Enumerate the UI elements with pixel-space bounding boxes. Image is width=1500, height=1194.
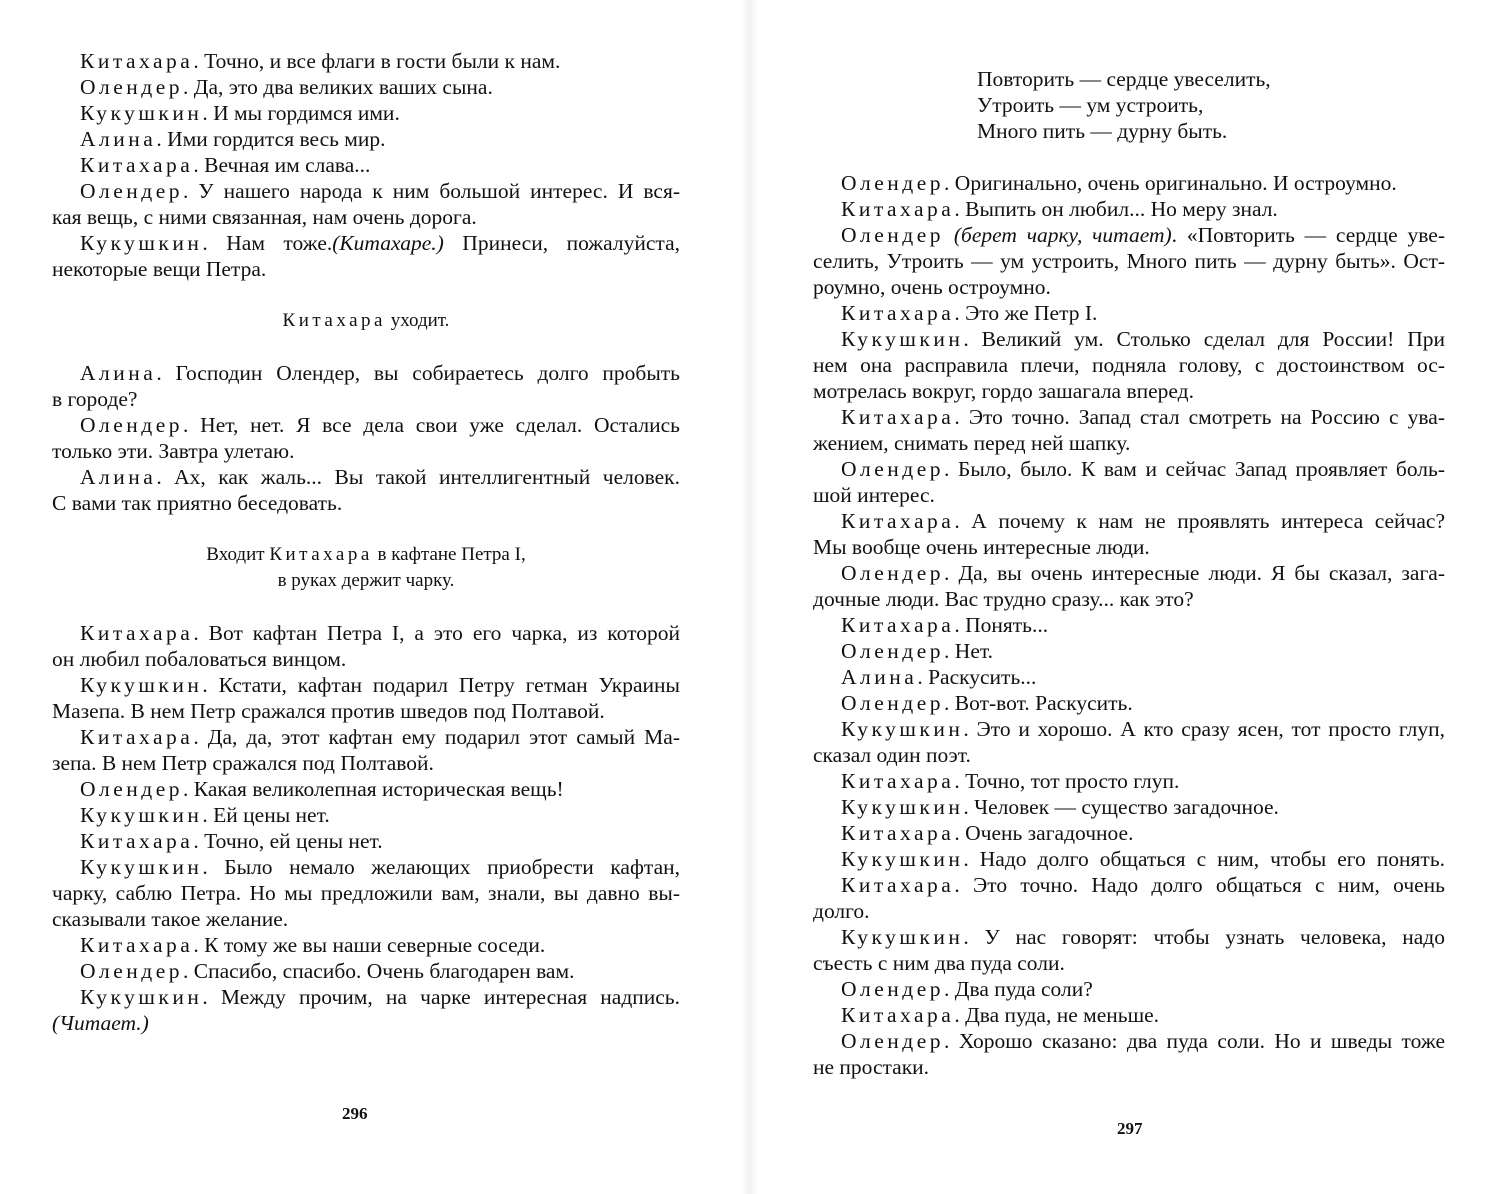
speaker-name: Китахара xyxy=(841,405,955,429)
remark-text: (Читает.) xyxy=(52,1011,149,1035)
continuation-text: сказал один поэт. xyxy=(813,743,971,767)
speech-text: . Ей цены нет. xyxy=(202,803,330,827)
stage-direction xyxy=(52,308,680,334)
speech-text: . Точно, ей цены нет. xyxy=(193,829,383,853)
speech-text: . Было немало желающих приобрести кафтан, xyxy=(202,855,680,879)
spacer xyxy=(52,594,680,620)
speaker-name: Кукушкин xyxy=(80,803,203,827)
dialogue-line xyxy=(52,74,680,100)
dialogue-line xyxy=(813,1028,1445,1054)
stage-direction xyxy=(52,542,680,568)
speaker-name: Кукушкин xyxy=(841,795,964,819)
stage-direction: в руках держит чарку. xyxy=(277,570,455,591)
speech-text: Принеси, пожалуйста, xyxy=(443,231,680,255)
speech-text: . Да, это два великих ваших сына. xyxy=(183,75,493,99)
speech-text: . Хорошо сказано: два пуда соли. Но и шведы тоже xyxy=(944,1029,1445,1053)
dialogue-line xyxy=(813,196,1445,222)
speech-text: . Два пуда, не меньше. xyxy=(954,1003,1160,1027)
dialogue-line xyxy=(813,638,1445,664)
speaker-name: Китахара xyxy=(80,725,194,749)
speaker-name: Олендер xyxy=(80,777,184,801)
dialogue-line xyxy=(52,776,680,802)
speaker-name: Китахара xyxy=(841,873,955,897)
dialogue-line xyxy=(813,612,1445,638)
continuation-text: Мазепа. В нем Петр сражался против шведов под Полтавой. xyxy=(52,699,605,723)
text-line xyxy=(52,880,680,906)
dialogue-line xyxy=(52,802,680,828)
speaker-name: Китахара xyxy=(80,829,194,853)
speech-text: . Кстати, кафтан подарил Петру гетман Украины xyxy=(202,673,680,697)
dialogue-line xyxy=(813,326,1445,352)
speaker-name: Китахара xyxy=(80,153,194,177)
speaker-name: Кукушкин xyxy=(80,673,203,697)
text-line xyxy=(813,1054,1445,1080)
speaker-name: Китахара xyxy=(841,821,955,845)
dialogue-line xyxy=(813,768,1445,794)
speech-text: . Спасибо, спасибо. Очень благодарен вам. xyxy=(183,959,575,983)
speech-text: . Два пуда соли? xyxy=(944,977,1093,1001)
dialogue-line xyxy=(52,100,680,126)
speech-text: . А почему к нам не проявлять интереса сейчас? xyxy=(954,509,1445,533)
dialogue-line xyxy=(813,872,1445,898)
continuation-text: долго. xyxy=(813,899,870,923)
dialogue-line xyxy=(813,456,1445,482)
speaker-name: Кукушкин xyxy=(80,231,203,255)
dialogue-line xyxy=(52,828,680,854)
speaker-name: Кукушкин xyxy=(841,717,964,741)
speech-text: . Нет, нет. Я все дела свои уже сделал. Остались xyxy=(183,413,680,437)
dialogue-line xyxy=(813,976,1445,1002)
continuation-text: съесть с ним два пуда соли. xyxy=(813,951,1065,975)
speaker-name: Китахара xyxy=(80,49,194,73)
dialogue-line xyxy=(52,984,680,1010)
dialogue-line xyxy=(52,126,680,152)
page-number-left: 296 xyxy=(342,1104,368,1123)
continuation-text: он любил побаловаться винцом. xyxy=(52,647,347,671)
spacer xyxy=(813,144,1445,170)
text-line xyxy=(813,482,1445,508)
dialogue-line xyxy=(813,170,1445,196)
speaker-name: Алина xyxy=(841,665,918,689)
speech-text: . Между прочим, на чарке интересная надпись. xyxy=(202,985,680,1009)
speaker-name: Олендер xyxy=(841,457,945,481)
dialogue-line xyxy=(813,794,1445,820)
speaker-name: Олендер xyxy=(841,171,945,195)
dialogue-line xyxy=(52,854,680,880)
continuation-text: только эти. Завтра улетаю. xyxy=(52,439,295,463)
dialogue-line xyxy=(813,560,1445,586)
speech-text: . «Повторить — сердце уве- xyxy=(1171,223,1446,247)
speech-text: . Точно, и все флаги в гости были к нам. xyxy=(193,49,561,73)
speaker-name: Олендер xyxy=(80,75,184,99)
continuation-text: дочные люди. Вас трудно сразу... как это? xyxy=(813,587,1194,611)
dialogue-line xyxy=(52,48,680,74)
dialogue-line xyxy=(52,230,680,256)
continuation-text: шой интерес. xyxy=(813,483,935,507)
dialogue-line xyxy=(813,222,1445,248)
text-line xyxy=(813,586,1445,612)
speaker-name: Олендер xyxy=(80,413,184,437)
dialogue-line xyxy=(813,404,1445,430)
speech-text xyxy=(944,223,954,247)
speech-text: . Точно, тот просто глуп. xyxy=(954,769,1180,793)
dialogue-line xyxy=(52,932,680,958)
speaker-name: Китахара xyxy=(841,197,955,221)
speech-text: . Вот кафтан Петра I, а это его чарка, из которой xyxy=(193,621,680,645)
speaker-name: Кукушкин xyxy=(80,101,203,125)
right-page xyxy=(750,0,1500,1194)
speaker-name: Олендер xyxy=(80,959,184,983)
stage-text: уходит. xyxy=(385,310,450,331)
text-line xyxy=(52,646,680,672)
speech-text: . Вот-вот. Раскусить. xyxy=(944,691,1133,715)
speech-text: . Ах, как жаль... Вы такой интеллигентный человек. xyxy=(156,465,680,489)
speaker-name: Китахара xyxy=(841,301,955,325)
dialogue-line xyxy=(52,672,680,698)
continuation-text: кая вещь, с ними связанная, нам очень дорога. xyxy=(52,205,477,229)
dialogue-line xyxy=(813,300,1445,326)
stage-remark: (Китахаре.) xyxy=(332,231,444,255)
dialogue-line xyxy=(52,178,680,204)
text-line xyxy=(52,490,680,516)
spacer xyxy=(52,282,680,308)
text-line xyxy=(813,274,1445,300)
text-line xyxy=(813,534,1445,560)
dialogue-line xyxy=(813,690,1445,716)
dialogue-line xyxy=(813,820,1445,846)
speech-text: . У нас говорят: чтобы узнать человека, надо xyxy=(963,925,1445,949)
speaker-name: Китахара xyxy=(841,769,955,793)
speech-text: . Да, вы очень интересные люди. Я бы сказал, зага- xyxy=(944,561,1445,585)
speech-text: . Да, да, этот кафтан ему подарил этот самый Ма- xyxy=(193,725,680,749)
dialogue-line xyxy=(52,360,680,386)
continuation-text: жением, снимать перед ней шапку. xyxy=(813,431,1131,455)
text-line xyxy=(52,906,680,932)
continuation-text: селить, Утроить — ум устроить, Много пить — дурну быть». Ост- xyxy=(813,249,1445,273)
speech-text: . Это точно. Надо долго общаться с ним, очень xyxy=(954,873,1445,897)
dialogue-line xyxy=(813,924,1445,950)
text-line xyxy=(813,898,1445,924)
page-number-right: 297 xyxy=(1117,1119,1143,1138)
continuation-text: С вами так приятно беседовать. xyxy=(52,491,343,515)
speech-text: . Оригинально, очень оригинально. И остроумно. xyxy=(944,171,1397,195)
stage-remark: (берет чарку, читает) xyxy=(953,223,1172,247)
speaker-name: Олендер xyxy=(80,179,184,203)
speech-text: . Господин Олендер, вы собираетесь долго пробыть xyxy=(156,361,680,385)
speaker-name: Китахара xyxy=(269,544,373,565)
speech-text: . К тому же вы наши северные соседи. xyxy=(193,933,546,957)
continuation-text: чарку, саблю Петра. Но мы предложили вам, знали, вы давно вы- xyxy=(52,881,680,905)
verse-line: Много пить — дурну быть. xyxy=(977,119,1228,143)
continuation-text: зепа. В нем Петр сражался под Полтавой. xyxy=(52,751,434,775)
spacer xyxy=(52,334,680,360)
continuation-text: нем она расправила плечи, подняла голову, с достоинством ос- xyxy=(813,353,1445,377)
verse-line: Повторить — сердце увеселить, xyxy=(977,67,1271,91)
text-line xyxy=(813,248,1445,274)
dialogue-line xyxy=(52,464,680,490)
speech-text: . Вечная им слава... xyxy=(193,153,371,177)
dialogue-line xyxy=(813,716,1445,742)
speech-text: . У нашего народа к ним большой интерес. И вся- xyxy=(183,179,680,203)
speech-text: . Какая великолепная историческая вещь! xyxy=(183,777,564,801)
speaker-name: Олендер xyxy=(841,691,945,715)
speaker-name: Китахара xyxy=(841,1003,955,1027)
speaker-name: Китахара xyxy=(841,613,955,637)
text-line xyxy=(813,742,1445,768)
text-line xyxy=(52,750,680,776)
speech-text: . Ими гордится весь мир. xyxy=(156,127,386,151)
continuation-text: в городе? xyxy=(52,387,138,411)
spacer xyxy=(52,516,680,542)
dialogue-line xyxy=(52,412,680,438)
right-page-text xyxy=(813,66,1445,1080)
speaker-name: Кукушкин xyxy=(841,327,964,351)
continuation-text: сказывали такое желание. xyxy=(52,907,289,931)
speaker-name: Кукушкин xyxy=(80,985,203,1009)
speaker-name: Китахара xyxy=(80,621,194,645)
speech-text: . Выпить он любил... Но меру знал. xyxy=(954,197,1278,221)
speech-text: . Было, было. К вам и сейчас Запад проявляет боль- xyxy=(944,457,1445,481)
speaker-name: Олендер xyxy=(841,639,945,663)
speaker-name: Кукушкин xyxy=(80,855,203,879)
text-line xyxy=(52,386,680,412)
speech-text: . Человек — существо загадочное. xyxy=(963,795,1279,819)
dialogue-line xyxy=(813,846,1445,872)
speaker-name: Алина xyxy=(80,127,157,151)
speech-text: . Это же Петр I. xyxy=(954,301,1098,325)
dialogue-line xyxy=(813,664,1445,690)
dialogue-line xyxy=(52,152,680,178)
dialogue-line xyxy=(52,620,680,646)
text-line xyxy=(813,430,1445,456)
text-line xyxy=(52,438,680,464)
text-line xyxy=(813,950,1445,976)
continuation-text: не простаки. xyxy=(813,1055,930,1079)
dialogue-line xyxy=(52,958,680,984)
speech-text: . Это и хорошо. А кто сразу ясен, тот просто глуп, xyxy=(963,717,1445,741)
dialogue-line xyxy=(813,508,1445,534)
dialogue-line xyxy=(52,724,680,750)
speaker-name: Китахара xyxy=(80,933,194,957)
text-line xyxy=(813,378,1445,404)
speaker-name: Кукушкин xyxy=(841,925,964,949)
speaker-name: Кукушкин xyxy=(841,847,964,871)
speaker-name: Олендер xyxy=(841,1029,945,1053)
speaker-name: Алина xyxy=(80,361,157,385)
speech-text: . Понять... xyxy=(954,613,1049,637)
speaker-name: Китахара xyxy=(841,509,955,533)
text-line xyxy=(813,352,1445,378)
speech-text: . Очень загадочное. xyxy=(954,821,1134,845)
speaker-name: Китахара xyxy=(282,310,386,331)
speech-text: . Это точно. Запад стал смотреть на Россию с ува- xyxy=(954,405,1445,429)
continuation-text: мотрелась вокруг, гордо зашагала вперед. xyxy=(813,379,1194,403)
speech-text: . Нам тоже. xyxy=(202,231,333,255)
text-line xyxy=(52,256,680,282)
text-line xyxy=(52,698,680,724)
text-line xyxy=(52,204,680,230)
stage-text: Входит xyxy=(206,544,270,565)
speech-text: . Надо долго общаться с ним, чтобы его понять. xyxy=(963,847,1445,871)
speaker-name: Алина xyxy=(80,465,157,489)
speaker-name: Олендер xyxy=(841,977,945,1001)
continuation-text: Мы вообще очень интересные люди. xyxy=(813,535,1150,559)
speech-text: . Раскусить... xyxy=(917,665,1037,689)
continuation-text: роумно, очень остроумно. xyxy=(813,275,1051,299)
verse-line: Утроить — ум устроить, xyxy=(977,93,1204,117)
dialogue-line xyxy=(813,1002,1445,1028)
stage-text: в кафтане Петра I, xyxy=(372,544,526,565)
continuation-text: некоторые вещи Петра. xyxy=(52,257,267,281)
left-page-text xyxy=(52,48,680,1036)
speaker-name: Олендер xyxy=(841,223,945,247)
speech-text: . Нет. xyxy=(944,639,994,663)
speech-text: . Великий ум. Столько сделал для России! При xyxy=(963,327,1445,351)
speech-text: . И мы гордимся ими. xyxy=(202,101,400,125)
stage-remark xyxy=(52,1010,680,1036)
speaker-name: Олендер xyxy=(841,561,945,585)
